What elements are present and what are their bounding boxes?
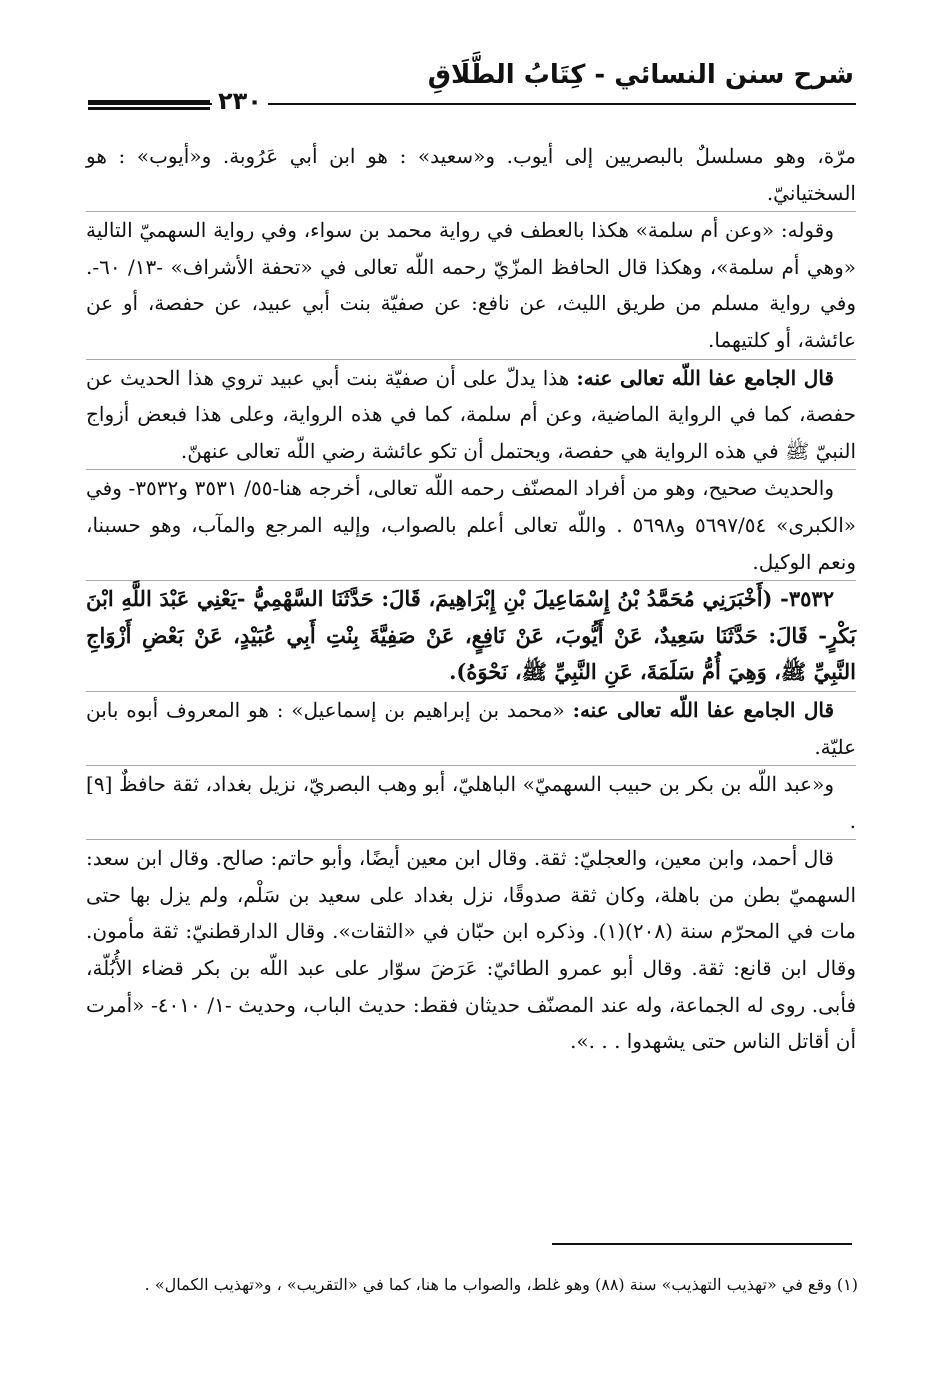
paragraph: مرّة، وهو مسلسلٌ بالبصريين إلى أيوب. و«سعيد» : هو ابن أبي عَرُوبة. و«أيوب» : هو السختيانيّ.: [86, 144, 856, 205]
commentator-lead: قال الجامع عفا اللّه تعالى عنه:: [572, 697, 835, 722]
paragraph: [86, 359, 856, 470]
paragraph-text: «محمد بن إبراهيم بن إسماعيل» : هو المعروف أبوه بابن عليّة.: [86, 697, 856, 759]
hadith-text: ٣٥٣٢- (أَخْبَرَنِي مُحَمَّدُ بْنُ إِسْمَاعِيلَ بْنِ إِبْرَاهِيمَ، قَالَ: حَدَّثَنَا السَّهْمِيُّ -يَعْنِي عَبْدَ اللَّهِ ابْنَ بَكْرٍ- قَالَ: حَدَّثَنَا سَعِيدٌ، عَنْ أَيُّوبَ، عَنْ نَافِعٍ، عَنْ صَفِيَّةَ بِنْتِ أَبِي عُبَيْدٍ، عَنْ بَعْضِ أَزْوَاجِ النَّبِيِّ ﷺ، وَهِيَ أُمُّ سَلَمَةَ، عَنِ النَّبِيِّ ﷺ، نَحْوَهُ).: [86, 580, 856, 691]
paragraph: قال أحمد، وابن معين، والعجليّ: ثقة. وقال ابن معين أيضًا، وأبو حاتم: صالح. وقال ابن سعد: السهميّ بطن من باهلة، وكان ثقة صدوقًا، نزل بغداد على سعيد بن سَلْم، ولم يزل بها حتى مات في المحرّم سنة (٢٠٨)(١). وذكره ابن حبّان في «الثقات». وقال الدارقطنيّ: ثقة مأمون. وقال ابن قانع: ثقة. وقال أبو عمرو الطائيّ: عَرَضَ سوّار على عبد اللّه بن بكر قضاء الأُبُلّة، فأبى. روى له الجماعة، وله عند المصنّف حديثان فقط: حديث الباب، وحديث -١/ ٤٠١٠- «أمرت أن أقاتل الناس حتى يشهدوا . . .».: [86, 839, 856, 1060]
footnote-rule: [552, 1243, 852, 1245]
paragraph: و«عبد اللّه بن بكر بن حبيب السهميّ» الباهليّ، أبو وهب البصريّ، نزيل بغداد، ثقة حافظٌ [٩] .: [86, 765, 856, 839]
paragraph-text: هذا يدلّ على أن صفيّة بنت أبي عبيد تروي هذا الحديث عن حفصة، كما في الرواية الماضية، وعن أم سلمة، كما في هذه الرواية، وعلى هذا فبعض أزواج النبيّ ﷺ في هذه الرواية هي حفصة، ويحتمل أن تكو عائشة رضي اللّه تعالى عنهنّ.: [86, 365, 856, 463]
running-header: شرح سنن النسائي - كِتَابُ الطَّلَاقِ: [427, 60, 854, 90]
header-rule-thick-lower: [88, 107, 210, 110]
paragraph: وقوله: «وعن أم سلمة» هكذا بالعطف في رواية محمد بن سواء، وفي رواية السهميّ التالية «وهي أم سلمة»، وهكذا قال الحافظ المزّيّ رحمه اللّه تعالى في «تحفة الأشراف» -١٣/ ٦٠-. وفي رواية مسلم من طريق الليث، عن نافع: عن صفيّة بنت أبي عبيد، عن حفصة، أو عن عائشة، أو كلتيهما.: [86, 211, 856, 358]
footnote: (١) وقع في «تهذيب التهذيب» سنة (٨٨) وهو غلط، والصواب ما هنا، كما في «التقريب» ، و«تهذيب الكمال» .: [144, 1275, 858, 1294]
paragraph: [86, 691, 856, 765]
header-rule-thick: [88, 100, 210, 104]
main-text: [86, 138, 856, 1060]
commentator-lead: قال الجامع عفا اللّه تعالى عنه:: [576, 365, 834, 390]
paragraph: والحديث صحيح، وهو من أفراد المصنّف رحمه اللّه تعالى، أخرجه هنا-٥٥/ ٣٥٣١ و٣٥٣٢- وفي «الكبرى» ٥٦٩٧/٥٤ و٥٦٩٨ . واللّه تعالى أعلم بالصواب، وإليه المرجع والمآب، وهو حسبنا، ونعم الوكيل.: [86, 469, 856, 580]
page-number: ٢٣٠: [212, 87, 268, 115]
